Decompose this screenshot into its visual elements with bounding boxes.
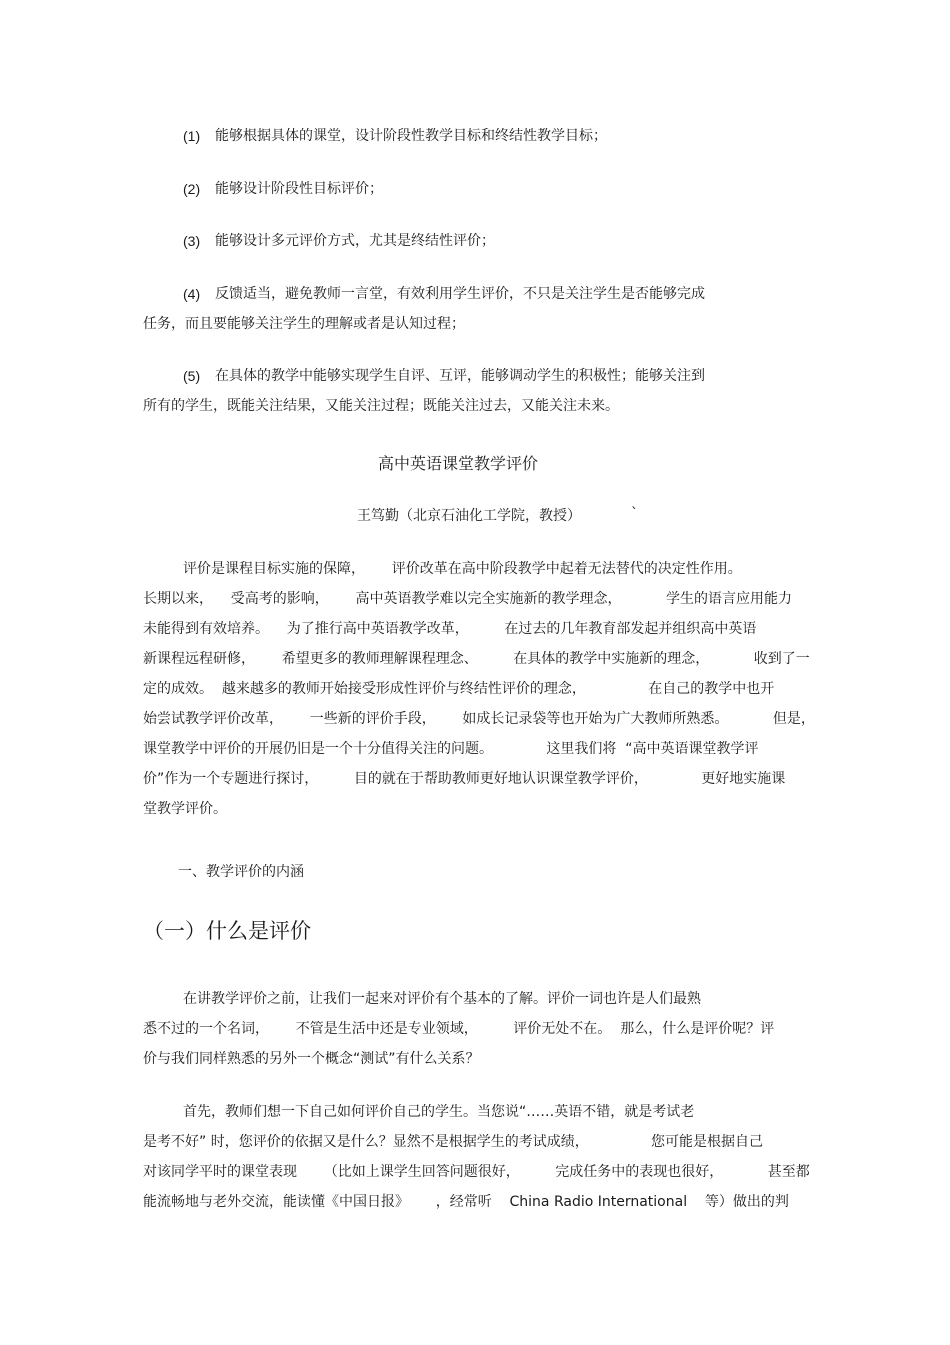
intro-line-3: 未能得到有效培养。 为了推行高中英语教学改革， 在过去的几年教育部发起并组织高中英语	[143, 621, 757, 637]
list-item-4-text-line-2: 任务，而且要能够关注学生的理解或者是认知过程；	[143, 316, 465, 332]
list-item-4-number: (4)	[183, 286, 201, 302]
intro-line-2: 长期以来， 受高考的影响， 高中英语教学难以完全实施新的教学理念， 学生的语言应用能力	[143, 591, 793, 607]
para3-line-1: 首先，教师们想一下自己如何评价自己的学生。当您说“……英语不错，就是考试老	[183, 1104, 695, 1120]
list-item-5-text-line-1: 在具体的教学中能够实现学生自评、互评，能够调动学生的积极性；能够关注到	[215, 368, 705, 384]
intro-line-4: 新课程远程研修， 希望更多的教师理解课程理念、 在具体的教学中实施新的理念， 收到了一	[143, 651, 810, 667]
list-item-3-number: (3)	[183, 233, 201, 249]
intro-line-6: 始尝试教学评价改革， 一些新的评价手段， 如成长记录袋等也开始为广大教师所熟悉。 但是，	[143, 711, 815, 727]
para2-line-2: 悉不过的一个名词， 不管是生活中还是专业领域， 评价无处不在。 那么，什么是评价呢？评	[143, 1021, 775, 1037]
list-item-5-text-line-2: 所有的学生，既能关注结果，又能关注过程；既能关注过去，又能关注未来。	[143, 398, 619, 414]
para3-line-3: 对该同学平时的课堂表现 （比如上课学生回答问题很好， 完成任务中的表现也很好， 甚至都	[143, 1164, 810, 1180]
list-item-3-text: 能够设计多元评价方式，尤其是终结性评价；	[215, 233, 495, 249]
list-item-2-number: (2)	[183, 181, 201, 197]
para3-line-4: 能流畅地与老外交流，能读懂《中国日报》 ，经常听 China Radio International 等）做出的判	[143, 1194, 789, 1210]
section-heading: 一、教学评价的内涵	[178, 864, 304, 880]
article-author: 王笃勤（北京石油化工学院，教授）	[357, 508, 581, 524]
para2-line-1: 在讲教学评价之前，让我们一起来对评价有个基本的了解。评价一词也许是人们最熟	[183, 991, 701, 1007]
para2-line-3: 价与我们同样熟悉的另外一个概念“测试”有什么关系？	[143, 1051, 480, 1067]
intro-line-7: 课堂教学中评价的开展仍旧是一个十分值得关注的问题。 这里我们将 “高中英语课堂教学评	[143, 741, 759, 757]
intro-line-9: 堂教学评价。	[143, 801, 227, 817]
list-item-2-text: 能够设计阶段性目标评价；	[215, 181, 383, 197]
list-item-5-number: (5)	[183, 368, 201, 384]
list-item-1-number: (1)	[183, 128, 201, 144]
list-item-1-text: 能够根据具体的课堂，设计阶段性教学目标和终结性教学目标；	[215, 128, 607, 144]
list-item-4-text-line-1: 反馈适当，避免教师一言堂，有效利用学生评价，不只是关注学生是否能够完成	[215, 286, 705, 302]
author-stray-mark: `	[631, 506, 638, 522]
article-title: 高中英语课堂教学评价	[378, 454, 539, 473]
subsection-heading: （一）什么是评价	[143, 919, 311, 943]
intro-line-5: 定的成效。 越来越多的教师开始接受形成性评价与终结性评价的理念， 在自己的教学中也开	[143, 681, 775, 697]
para3-line-2: 是考不好” 时，您评价的依据又是什么？显然不是根据学生的考试成绩， 您可能是根据自己	[143, 1134, 764, 1150]
intro-line-1: 评价是课程目标实施的保障， 评价改革在高中阶段教学中起着无法替代的决定性作用。	[183, 561, 742, 577]
intro-line-8: 价”作为一个专题进行探讨， 目的就在于帮助教师更好地认识课堂教学评价， 更好地实施课	[143, 771, 786, 787]
